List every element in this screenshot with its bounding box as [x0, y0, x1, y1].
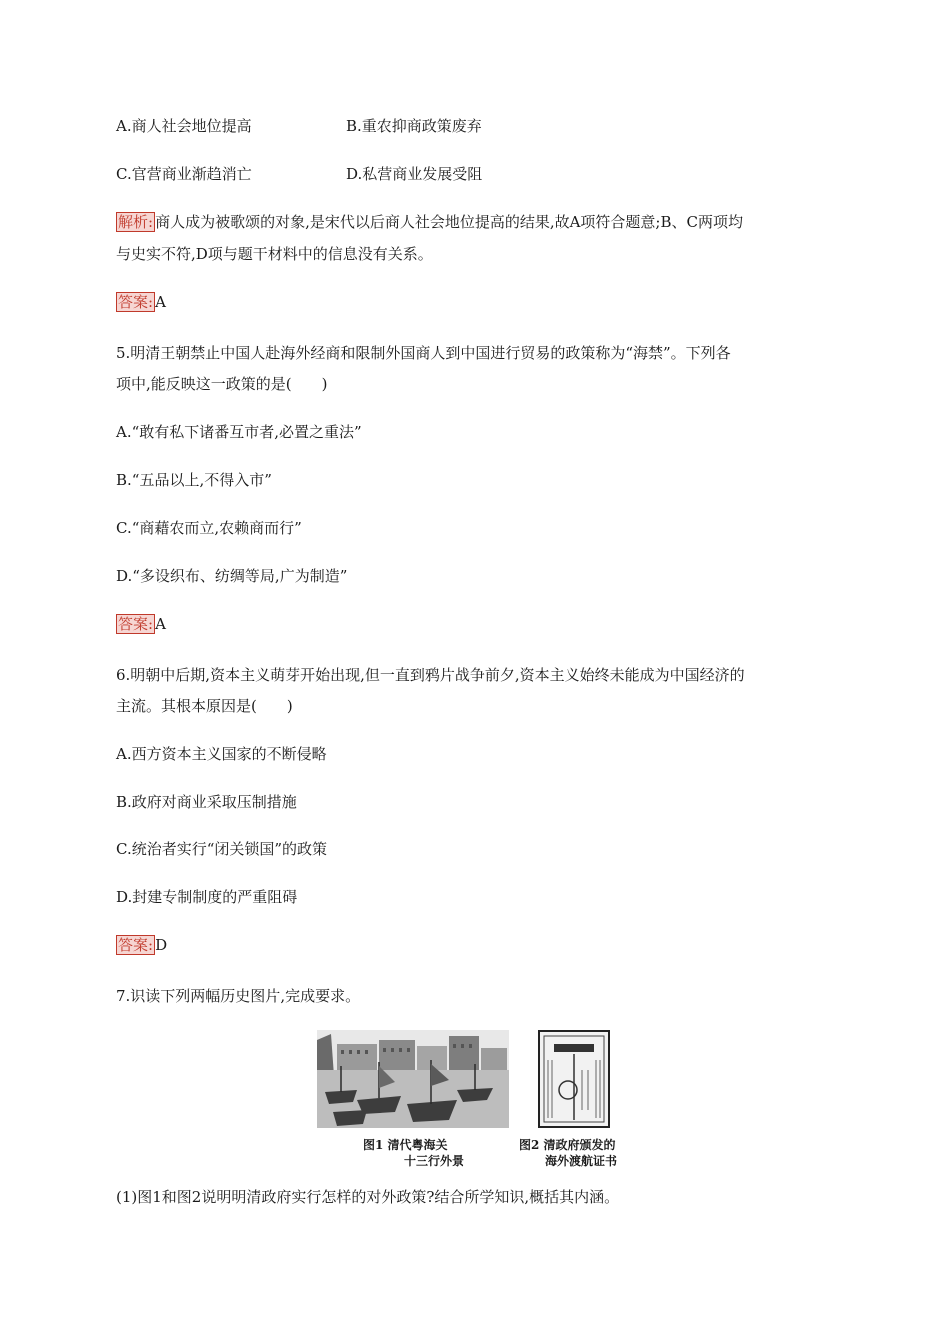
q5-option-c: C.“商藉农而立,农赖商而行” — [116, 519, 302, 537]
q4-answer — [116, 292, 166, 312]
analysis-label: 解析: — [118, 213, 154, 231]
q5-stem-line1: 5.明清王朝禁止中国人赴海外经商和限制外国商人到中国进行贸易的政策称为“海禁”。下列各 — [116, 344, 731, 362]
q6-option-c: C.统治者实行“闭关锁国”的政策 — [116, 840, 328, 858]
answer-label: 答案: — [118, 293, 154, 311]
figure-1-caption-line2: 十三行外景 — [404, 1154, 465, 1168]
q5-option-b: B.“五品以上,不得入市” — [116, 471, 272, 489]
q5-answer — [116, 614, 166, 634]
figure-1-harbor-image — [317, 1030, 509, 1128]
figure-2-caption-line2: 海外渡航证书 — [545, 1154, 618, 1168]
q4-analysis-line2: 与史实不符,D项与题干材料中的信息没有关系。 — [116, 245, 433, 263]
answer-label: 答案: — [118, 936, 154, 954]
q6-answer — [116, 935, 167, 955]
q4-option-c: C.官营商业渐趋消亡 — [116, 165, 252, 183]
q5-option-d: D.“多设织布、纺绸等局,广为制造” — [116, 567, 348, 585]
q5-option-a: A.“敢有私下诸番互市者,必置之重法” — [116, 423, 362, 441]
q4-option-a: A.商人社会地位提高 — [116, 117, 252, 135]
figure-2-caption-line1: 图2 清政府颁发的 — [519, 1138, 616, 1152]
q6-option-a: A.西方资本主义国家的不断侵略 — [116, 745, 327, 763]
q6-answer-value: D — [155, 936, 168, 954]
q7-sub-question-1: (1)图1和图2说明明清政府实行怎样的对外政策?结合所学知识,概括其内涵。 — [116, 1188, 620, 1206]
q7-stem: 7.识读下列两幅历史图片,完成要求。 — [116, 987, 361, 1005]
q4-analysis-text: 商人成为被歌颂的对象,是宋代以后商人社会地位提高的结果,故A项符合题意;B、C两项均 — [155, 213, 743, 231]
q6-option-d: D.封建专制制度的严重阻碍 — [116, 888, 298, 906]
q4-option-b: B.重农抑商政策废弃 — [346, 117, 482, 135]
q5-stem-line2: 项中,能反映这一政策的是( ) — [116, 375, 328, 393]
figure-2-certificate-image — [538, 1030, 610, 1128]
q5-answer-value: A — [155, 615, 166, 633]
q6-stem-line2: 主流。其根本原因是( ) — [116, 697, 293, 715]
q4-answer-value: A — [155, 293, 166, 311]
q6-stem-line1: 6.明朝中后期,资本主义萌芽开始出现,但一直到鸦片战争前夕,资本主义始终未能成为中国经济的 — [116, 666, 745, 684]
q4-analysis-line1 — [116, 212, 743, 232]
q6-option-b: B.政府对商业采取压制措施 — [116, 793, 297, 811]
figure-1-caption-line1: 图1 清代粤海关 — [363, 1138, 448, 1152]
q4-option-d: D.私营商业发展受阻 — [346, 165, 483, 183]
answer-label: 答案: — [118, 615, 154, 633]
